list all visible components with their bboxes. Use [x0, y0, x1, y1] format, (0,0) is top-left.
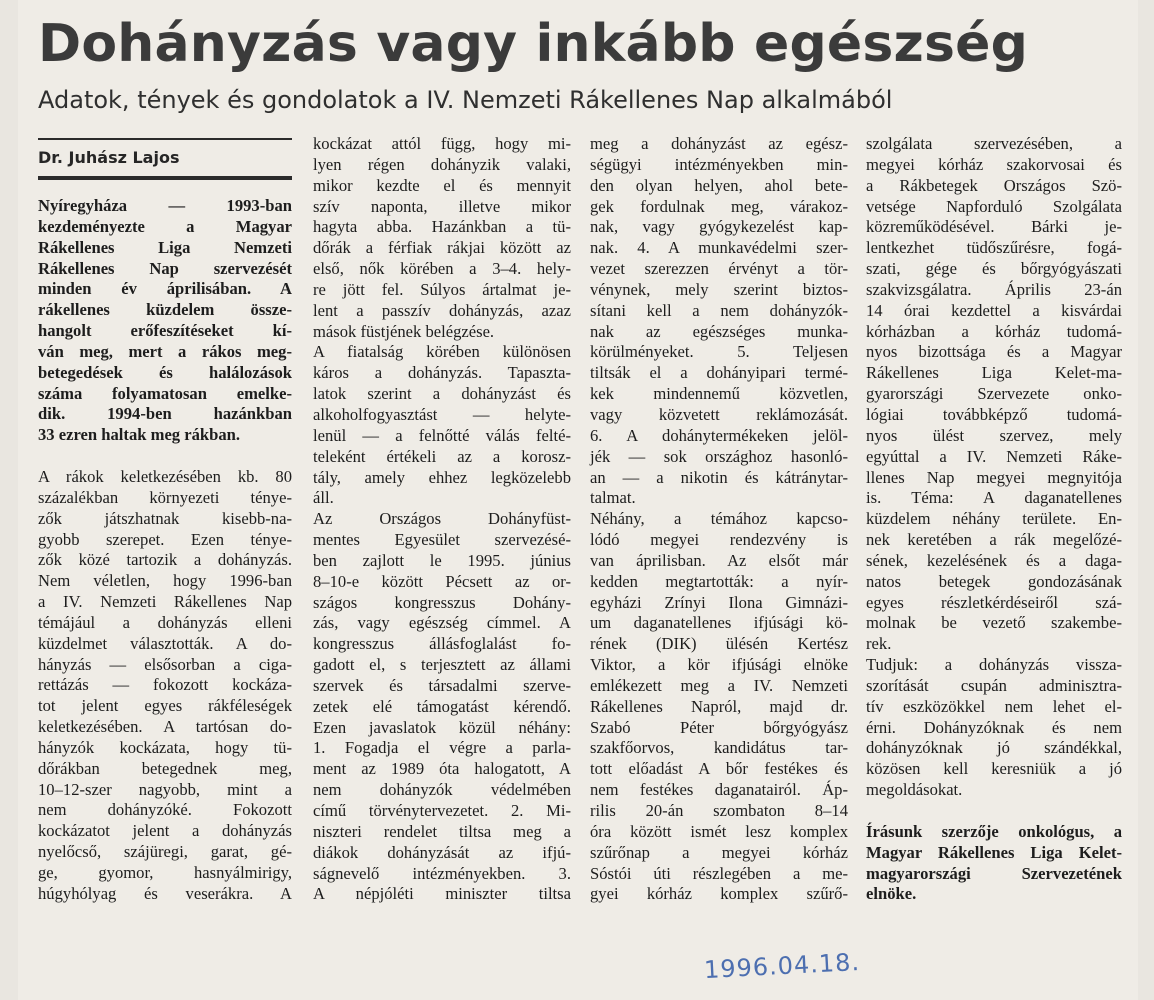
text-line: zők játszhatnak kisebb-na- — [38, 508, 292, 528]
text-line: niszteri rendelet tiltsa meg a — [313, 821, 571, 841]
byline-rule-bottom — [38, 176, 292, 180]
text-line: Nem véletlen, hogy 1996-ban — [38, 571, 292, 591]
text-line: Tudjuk: a dohányzás vissza- — [866, 655, 1122, 675]
article-subheadline: Adatok, tények és gondolatok a IV. Nemzeti Rákellenes Nap alkalmából — [38, 86, 893, 114]
text-line: kockázatot jelent a dohányzás — [38, 821, 292, 841]
text-line: kezdeményezte a Magyar — [38, 216, 292, 236]
text-line: rek. — [866, 634, 892, 654]
text-line: szorítását csupán adminisztra- — [866, 675, 1122, 695]
text-line: egyes részletkérdéseiről szá- — [866, 592, 1122, 612]
text-line: Nyíregyháza — 1993-ban — [38, 196, 292, 215]
text-line: nem festékes daganatairól. Áp- — [590, 780, 848, 800]
text-line: megyei kórház szakorvosai és — [866, 154, 1122, 174]
text-line: rilis 20-án szombaton 8–14 — [590, 801, 848, 820]
text-line: ment az 1989 óta halogatott, A — [313, 759, 571, 779]
text-line: gadott el, s terjesztett az állami — [313, 655, 571, 675]
text-line: gek fordulnak meg, várakoz- — [590, 196, 848, 216]
text-line: nak, vagy gyógykezelést kap- — [590, 217, 848, 237]
text-line: Sóstói úti részlegében a me- — [590, 863, 848, 883]
text-line: diákok dohányzását az ifjú- — [313, 842, 571, 862]
text-line: kórházban a kórház tudomá- — [866, 321, 1122, 341]
text-line: Írásunk szerzője onkológus, a — [866, 821, 1122, 841]
text-line: tiltsák el a dohányipari termé- — [590, 363, 848, 383]
text-line: gyei kórház komplex szűrő- — [590, 884, 848, 904]
text-line: minden év áprilisában. A — [38, 279, 292, 299]
article-headline: Dohányzás vagy inkább egészség — [38, 14, 1029, 74]
text-line: nyos ülést szervez, mely — [866, 425, 1122, 445]
text-line: szív naponta, illetve mikor — [313, 196, 571, 216]
text-line — [866, 801, 1122, 822]
text-column-1 — [38, 196, 292, 905]
text-column-4 — [866, 134, 1122, 905]
text-line: is. Téma: A daganatellenes — [866, 488, 1122, 508]
text-line: vagy közvetett reklámozását. — [590, 404, 848, 424]
text-line: den olyan helyen, ahol bete- — [590, 175, 848, 195]
text-line: nyelőcső, szájüregi, garat, gé- — [38, 842, 292, 862]
text-line: Néhány, a témához kapcso- — [590, 509, 848, 529]
text-line: vénynek, mely szerint biztos- — [590, 279, 848, 299]
text-line: lentkezhet tüdőszűrésre, fogá- — [866, 238, 1122, 258]
text-line: nem dohányzók védelmében — [313, 780, 571, 800]
text-line: gyobb szerepet. Ezen ténye- — [38, 529, 292, 549]
text-line: káros a dohányzás. Tapaszta- — [313, 363, 571, 383]
article-byline: Dr. Juhász Lajos — [38, 148, 180, 167]
text-line: A rákok keletkezésében kb. 80 — [38, 466, 292, 486]
text-line: Szabó Péter bőrgyógyász — [590, 717, 848, 737]
text-line: dik. 1994-ben hazánkban — [38, 404, 292, 424]
text-line: hagyta abba. Hazánkban a tü- — [313, 217, 571, 237]
text-line: küzdelem néhány területe. En- — [866, 509, 1122, 529]
text-line: hányzók kockázata, hogy tü- — [38, 737, 292, 757]
text-line: nek keretében a rák megelőzé- — [866, 530, 1122, 550]
text-line: talmat. — [590, 488, 636, 508]
text-line: tály, amely ehhez legközelebb — [313, 467, 571, 487]
text-line: tott előadást A bőr festékes és — [590, 759, 848, 779]
text-line: körülményeket. 5. Teljesen — [590, 342, 848, 362]
date-stamp: 1996.04.18. — [703, 947, 861, 985]
text-line: hangolt erőfeszítéseket kí- — [38, 321, 292, 341]
text-line: lent a passzív dohányzás, azaz — [313, 300, 571, 320]
text-line: an — a nikotin és kátránytar- — [590, 467, 848, 487]
text-line: 1. Fogadja el végre a parla- — [313, 738, 571, 758]
text-line: kek mindennemű közvetlen, — [590, 384, 848, 404]
text-line: re jött fel. Súlyos ártalmat je- — [313, 279, 571, 299]
text-line: ge, gyomor, hasnyálmirigy, — [38, 863, 292, 882]
text-line: gyarországi Szervezete onko- — [866, 384, 1122, 404]
text-line: a IV. Nemzeti Rákellenes Nap — [38, 592, 292, 612]
text-line: rákellenes küzdelem össze- — [38, 300, 292, 320]
text-line: vetsége Napforduló Szolgálata — [866, 196, 1122, 216]
text-line: zők közé tartozik a dohányzás. — [38, 550, 292, 570]
text-line: százalékban környezeti ténye- — [38, 487, 292, 507]
text-line: megoldásokat. — [866, 780, 963, 800]
text-line: elnöke. — [866, 884, 917, 904]
text-line: szűrőnap a megyei kórház — [590, 842, 848, 862]
text-line: ságnevelő intézményekben. 3. — [313, 863, 571, 883]
text-line: ségügyi intézményekben min- — [590, 154, 848, 174]
text-line: emlékezett meg a IV. Nemzeti — [590, 675, 848, 695]
text-line: kedden megtartották: a nyír- — [590, 571, 848, 591]
text-line: vezet szerezzen érvényt a tör- — [590, 259, 848, 279]
text-line: szolgálata szervezésében, a — [866, 134, 1122, 153]
text-line: ben zajlott le 1995. június — [313, 550, 571, 570]
text-line: szakfőorvos, kandidátus tar- — [590, 738, 848, 758]
text-line: szati, gége és bőrgyógyászati — [866, 259, 1122, 279]
text-line: zetek elé támogatást kérendő. — [313, 696, 571, 716]
text-line: szervek és társadalmi szerve- — [313, 675, 571, 695]
text-line: Rákellenes Liga Kelet-ma- — [866, 363, 1122, 383]
text-line: ván meg, mert a rákos meg- — [38, 341, 292, 361]
text-line: dőrák a férfiak rákjai között az — [313, 238, 571, 258]
text-column-3 — [590, 134, 848, 905]
text-line: tív eszközökkel nem lehet el- — [866, 696, 1122, 716]
text-line: közösen kell keresniük a jó — [866, 759, 1122, 779]
text-line: mikor kezdte el és mennyit — [313, 175, 571, 195]
text-line: teleként értékeli az a korosz- — [313, 446, 571, 466]
text-column-2 — [313, 134, 571, 905]
text-line: keletkezésében. A tartósan do- — [38, 717, 292, 737]
text-line: óra között ismét lesz komplex — [590, 821, 848, 841]
text-line: tot jelent egyes rákféleségek — [38, 696, 292, 716]
text-line: lógiai továbbképző tudomá- — [866, 404, 1122, 424]
text-line: nak. 4. A munkavédelmi szer- — [590, 238, 848, 258]
text-line: száma folyamatosan emelke- — [38, 383, 292, 403]
text-line: mentes Egyesület szervezésé- — [313, 530, 571, 550]
text-line: Rákellenes Liga Nemzeti — [38, 237, 292, 257]
text-line: húgyhólyag és veserákra. A — [38, 883, 292, 903]
text-line: Ezen javaslatok közül néhány: — [313, 717, 571, 737]
text-line: dőrákban betegednek meg, — [38, 758, 292, 778]
text-line — [38, 446, 292, 467]
text-line: Rákellenes Napról, majd dr. — [590, 696, 848, 716]
text-line: van áprilisban. Az elsőt már — [590, 550, 848, 570]
text-line: zás, vagy egészség címmel. A — [313, 613, 571, 633]
text-line: mások füstjének belégzése. — [313, 321, 495, 341]
text-line: első, nők körében a 3–4. hely- — [313, 259, 571, 279]
text-line: nem dohányzóké. Fokozott — [38, 800, 292, 820]
text-line: küzdelmet választották. A do- — [38, 633, 292, 653]
text-line: rettázás — fokozott kockáza- — [38, 675, 292, 695]
text-line: sítani kell a nem dohányzók- — [590, 300, 848, 320]
text-line: témájául a dohányzás elleni — [38, 612, 292, 632]
text-line: egyházi Zrínyi Ilona Gimnázi- — [590, 592, 848, 612]
text-line: A fiatalság körében különösen — [313, 342, 571, 362]
text-line: lenül — a felnőtté válás felté- — [313, 425, 571, 445]
text-line: nyos bizottsága és a Magyar — [866, 342, 1122, 362]
text-line: című törvénytervezetet. 2. Mi- — [313, 801, 571, 820]
text-line: latok szerint a dohányzást és — [313, 384, 571, 404]
text-line: meg a dohányzást az egész- — [590, 134, 848, 153]
text-line: jék — sok országhoz hasonló- — [590, 446, 848, 466]
text-line: lódó megyei rendezvény is — [590, 530, 848, 550]
text-line: 6. A dohánytermékeken jelöl- — [590, 425, 848, 445]
text-line: lyen régen dohányzik valaki, — [313, 154, 571, 174]
text-line: egyúttal a IV. Nemzeti Ráke- — [866, 446, 1122, 466]
text-line: alkoholfogyasztást — helyte- — [313, 404, 571, 424]
text-line: hányzás — elsősorban a ciga- — [38, 654, 292, 674]
text-line: Viktor, a kör ifjúsági elnöke — [590, 655, 848, 675]
text-line: szakvizsgálatra. Április 23-án — [866, 279, 1122, 299]
text-line: 10–12-szer nagyobb, mint a — [38, 779, 292, 799]
text-line: molnak be vezető szakembe- — [866, 613, 1122, 633]
text-line: natos betegek gondozásának — [866, 571, 1122, 591]
text-line: A népjóléti miniszter tiltsa — [313, 884, 571, 904]
text-line: szágos kongresszus Dohány- — [313, 592, 571, 612]
text-line: sének, kezelésének és a daga- — [866, 550, 1122, 570]
text-line: nak az egészséges munka- — [590, 321, 848, 341]
text-line: a Rákbetegek Országos Szö- — [866, 175, 1122, 195]
text-line: közreműködésével. Bárki je- — [866, 217, 1122, 237]
text-line: Magyar Rákellenes Liga Kelet- — [866, 842, 1122, 862]
text-line: áll. — [313, 488, 334, 508]
text-line: dohányzóknak jó szándékkal, — [866, 738, 1122, 758]
text-line: kongresszus állásfoglalást fo- — [313, 634, 571, 654]
text-line: 8–10-e között Pécsett az or- — [313, 571, 571, 591]
text-line: Az Országos Dohányfüst- — [313, 509, 571, 529]
text-line: betegedések és halálozások — [38, 362, 292, 382]
text-line: érni. Dohányzóknak és nem — [866, 717, 1122, 737]
byline-rule-top — [38, 138, 292, 140]
text-line: llenes Nap megyei megnyitója — [866, 467, 1122, 487]
text-line: Rákellenes Nap szervezését — [38, 258, 292, 278]
text-line: um daganatellenes ifjúsági kö- — [590, 613, 848, 633]
text-line: 33 ezren haltak meg rákban. — [38, 425, 241, 445]
text-line: rének (DIK) ülésén Kertész — [590, 634, 848, 654]
text-line: kockázat attól függ, hogy mi- — [313, 134, 571, 153]
text-line: 14 órai kezdettel a kisvárdai — [866, 300, 1122, 320]
text-line: magyarországi Szervezetének — [866, 863, 1122, 883]
